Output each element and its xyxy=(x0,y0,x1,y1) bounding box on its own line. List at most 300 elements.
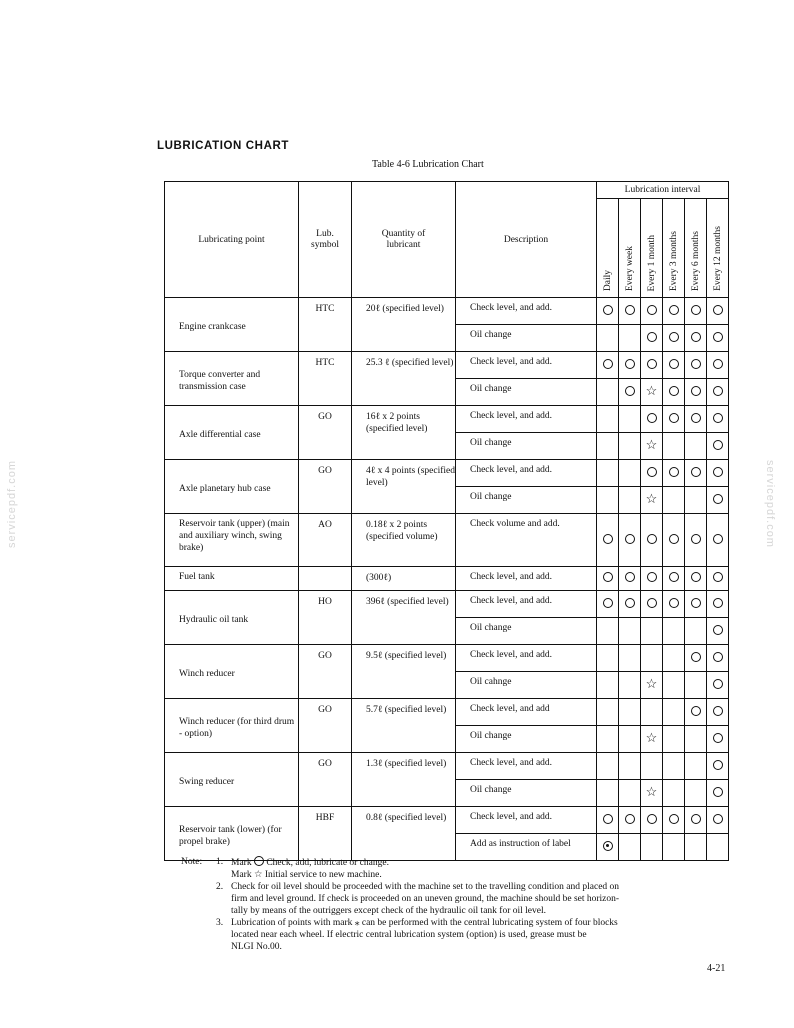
note-number xyxy=(216,893,231,905)
circle-icon xyxy=(625,386,635,396)
circle-mark xyxy=(685,807,707,834)
empty-mark xyxy=(619,645,641,672)
circle-mark xyxy=(707,567,729,591)
empty-mark xyxy=(597,618,619,645)
empty-mark xyxy=(641,645,663,672)
empty-mark xyxy=(597,780,619,807)
lub-symbol: HO xyxy=(299,591,352,645)
lub-description: Add as instruction of label xyxy=(456,834,597,861)
circle-icon xyxy=(603,814,613,824)
circle-mark xyxy=(707,645,729,672)
table-row xyxy=(165,352,729,379)
circle-icon xyxy=(669,572,679,582)
header-symbol xyxy=(299,182,352,298)
star-mark xyxy=(641,487,663,514)
circle-mark xyxy=(619,807,641,834)
note-label xyxy=(181,881,216,893)
circle-mark xyxy=(641,460,663,487)
empty-mark xyxy=(597,726,619,753)
note-number xyxy=(216,941,231,953)
note-line xyxy=(181,893,721,905)
interval-label: Every week xyxy=(624,245,635,291)
lub-symbol: HTC xyxy=(299,298,352,352)
circle-mark xyxy=(707,406,729,433)
empty-mark xyxy=(685,753,707,780)
lub-description: Check volume and add. xyxy=(456,514,597,567)
circle-icon xyxy=(647,534,657,544)
lub-description: Check level, and add. xyxy=(456,753,597,780)
table-row xyxy=(165,567,729,591)
circle-mark xyxy=(597,807,619,834)
circle-icon xyxy=(713,787,723,797)
circle-mark xyxy=(707,433,729,460)
circle-mark xyxy=(707,618,729,645)
lub-symbol: HTC xyxy=(299,352,352,406)
lub-quantity: 16ℓ x 2 points (specified level) xyxy=(352,406,456,460)
lub-quantity: 1.3ℓ (specified level) xyxy=(352,753,456,807)
note-text: firm and level ground. If check is proceeded on an uneven ground, the machine should be set horizon- xyxy=(231,894,620,904)
lub-description: Check level, and add. xyxy=(456,807,597,834)
lub-quantity: 20ℓ (specified level) xyxy=(352,298,456,352)
circle-icon xyxy=(691,386,701,396)
note-text xyxy=(231,856,721,869)
empty-mark xyxy=(597,325,619,352)
table-row xyxy=(165,460,729,487)
table-caption: Table 4-6 Lubrication Chart xyxy=(372,159,484,170)
circle-mark xyxy=(663,352,685,379)
star-icon: ☆ xyxy=(645,437,658,452)
circle-mark xyxy=(707,672,729,699)
circle-mark xyxy=(707,514,729,567)
empty-mark xyxy=(619,460,641,487)
lub-description: Oil change xyxy=(456,780,597,807)
empty-mark xyxy=(597,753,619,780)
circle-mark xyxy=(707,699,729,726)
empty-mark xyxy=(685,672,707,699)
circle-icon xyxy=(625,359,635,369)
circle-icon xyxy=(669,305,679,315)
circle-mark xyxy=(707,298,729,325)
circle-icon xyxy=(713,572,723,582)
empty-mark xyxy=(597,699,619,726)
empty-mark xyxy=(641,753,663,780)
lub-quantity: 0.18ℓ x 2 points (specified volume) xyxy=(352,514,456,567)
circle-mark xyxy=(707,591,729,618)
note-label xyxy=(181,869,216,881)
circle-icon xyxy=(647,814,657,824)
circle-mark xyxy=(685,645,707,672)
section-title: LUBRICATION CHART xyxy=(157,140,289,152)
empty-mark xyxy=(619,325,641,352)
note-label xyxy=(181,917,216,929)
empty-mark xyxy=(663,618,685,645)
table-row xyxy=(165,699,729,726)
circle-mark xyxy=(685,460,707,487)
circle-icon xyxy=(691,534,701,544)
lub-symbol xyxy=(299,567,352,591)
circle-icon xyxy=(647,413,657,423)
circle-mark xyxy=(641,406,663,433)
circle-icon xyxy=(647,359,657,369)
circle-icon xyxy=(713,359,723,369)
circle-mark xyxy=(641,298,663,325)
circle-icon xyxy=(691,572,701,582)
empty-mark xyxy=(663,699,685,726)
circle-mark xyxy=(707,726,729,753)
circle-mark xyxy=(619,298,641,325)
lub-description: Oil change xyxy=(456,325,597,352)
header-interval-3 xyxy=(663,199,685,298)
note-text: Lubrication of points with mark ⁎ can be performed with the central lubricating system of four blocks xyxy=(231,918,618,928)
empty-mark xyxy=(597,379,619,406)
lub-point: Engine crankcase xyxy=(165,298,299,352)
circle-icon xyxy=(647,598,657,608)
star-mark xyxy=(641,726,663,753)
empty-mark xyxy=(685,487,707,514)
note-text: Mark ☆ Initial service to new machine. xyxy=(231,870,382,880)
note-line xyxy=(181,905,721,917)
header-interval-4 xyxy=(685,199,707,298)
circle-icon xyxy=(647,467,657,477)
lub-description: Oil change xyxy=(456,618,597,645)
circle-icon xyxy=(691,305,701,315)
interval-label: Every 3 months xyxy=(668,230,679,291)
empty-mark xyxy=(663,753,685,780)
circle-icon xyxy=(254,856,264,866)
lub-symbol: GO xyxy=(299,699,352,753)
circle-icon xyxy=(669,467,679,477)
circle-dot-icon xyxy=(603,841,613,851)
circle-icon xyxy=(669,359,679,369)
lub-description: Check level, and add xyxy=(456,699,597,726)
header-interval: Lubrication interval xyxy=(597,182,729,199)
lub-quantity: 396ℓ (specified level) xyxy=(352,591,456,645)
circle-icon xyxy=(669,598,679,608)
circle-mark xyxy=(685,514,707,567)
circle-mark xyxy=(685,406,707,433)
circle-mark xyxy=(663,460,685,487)
circle-mark xyxy=(685,352,707,379)
empty-mark xyxy=(663,487,685,514)
circle-mark xyxy=(619,514,641,567)
page-number: 4-21 xyxy=(707,963,726,974)
circle-mark xyxy=(641,807,663,834)
circle-icon xyxy=(713,494,723,504)
note-line xyxy=(181,869,721,881)
note-text-part: Check, add, lubricate or change. xyxy=(263,858,389,868)
lub-description: Check level, and add. xyxy=(456,567,597,591)
circle-mark xyxy=(663,298,685,325)
circle-icon xyxy=(669,814,679,824)
empty-mark xyxy=(685,726,707,753)
circle-mark xyxy=(619,567,641,591)
circle-icon xyxy=(603,305,613,315)
note-number xyxy=(216,905,231,917)
lub-point: Axle differential case xyxy=(165,406,299,460)
circle-mark xyxy=(707,487,729,514)
empty-mark xyxy=(619,699,641,726)
circle-icon xyxy=(625,814,635,824)
empty-mark xyxy=(663,780,685,807)
lub-quantity: 5.7ℓ (specified level) xyxy=(352,699,456,753)
circle-mark xyxy=(707,352,729,379)
circle-icon xyxy=(713,305,723,315)
circle-mark xyxy=(663,567,685,591)
circle-mark xyxy=(685,325,707,352)
table-row xyxy=(165,645,729,672)
circle-icon xyxy=(713,598,723,608)
circle-icon xyxy=(647,332,657,342)
circle-mark xyxy=(663,807,685,834)
empty-mark xyxy=(619,406,641,433)
lub-description: Oil cahnge xyxy=(456,672,597,699)
header-interval-2 xyxy=(641,199,663,298)
circle-icon xyxy=(691,332,701,342)
circle-mark xyxy=(619,591,641,618)
circle-mark xyxy=(707,780,729,807)
circle-icon xyxy=(691,467,701,477)
circle-icon xyxy=(713,706,723,716)
circle-icon xyxy=(669,386,679,396)
circle-icon xyxy=(669,332,679,342)
lub-description: Check level, and add. xyxy=(456,460,597,487)
empty-mark xyxy=(597,672,619,699)
circle-icon xyxy=(691,598,701,608)
note-text: located near each wheel. If electric central lubrication system (option) is used, grease must be xyxy=(231,930,587,940)
circle-mark xyxy=(707,379,729,406)
table-row xyxy=(165,298,729,325)
empty-mark xyxy=(619,618,641,645)
table-row xyxy=(165,753,729,780)
lub-symbol: GO xyxy=(299,460,352,514)
circle-icon xyxy=(713,733,723,743)
circle-mark xyxy=(663,325,685,352)
lub-quantity: (300ℓ) xyxy=(352,567,456,591)
circle-mark xyxy=(707,460,729,487)
circle-icon xyxy=(647,572,657,582)
note-line xyxy=(181,929,721,941)
empty-mark xyxy=(685,433,707,460)
circle-mark xyxy=(597,591,619,618)
header-point: Lubricating point xyxy=(165,182,299,298)
circle-icon xyxy=(669,413,679,423)
watermark-right: servicepdf.com xyxy=(764,460,776,548)
circle-icon xyxy=(691,413,701,423)
empty-mark xyxy=(663,433,685,460)
note-number: 2. xyxy=(216,882,224,892)
circle-mark xyxy=(619,379,641,406)
lub-description: Oil change xyxy=(456,726,597,753)
lub-symbol: HBF xyxy=(299,807,352,861)
star-icon: ☆ xyxy=(645,491,658,506)
star-icon: ☆ xyxy=(645,730,658,745)
empty-mark xyxy=(619,726,641,753)
circle-mark xyxy=(707,753,729,780)
note-line xyxy=(181,881,721,893)
empty-mark xyxy=(619,780,641,807)
circle-icon xyxy=(713,332,723,342)
star-icon: ☆ xyxy=(645,383,658,398)
circle-icon xyxy=(713,760,723,770)
circle-mark xyxy=(685,379,707,406)
note-label xyxy=(181,905,216,917)
empty-mark xyxy=(685,780,707,807)
note-line xyxy=(181,941,721,953)
empty-mark xyxy=(619,433,641,460)
header-interval-5 xyxy=(707,199,729,298)
lub-point: Reservoir tank (upper) (main and auxiliary winch, swing brake) xyxy=(165,514,299,567)
empty-mark xyxy=(641,618,663,645)
interval-label: Every 12 months xyxy=(712,226,723,291)
circle-mark xyxy=(685,567,707,591)
circle-icon xyxy=(713,652,723,662)
star-icon: ☆ xyxy=(645,676,658,691)
table-row xyxy=(165,807,729,834)
lub-quantity: 25.3 ℓ (specified level) xyxy=(352,352,456,406)
lub-point: Winch reducer xyxy=(165,645,299,699)
lub-quantity: 0.8ℓ (specified level) xyxy=(352,807,456,861)
header-quantity-text: Quantity of lubricant xyxy=(381,228,426,250)
circle-mark xyxy=(707,807,729,834)
lub-point: Swing reducer xyxy=(165,753,299,807)
watermark-left: servicepdf.com xyxy=(6,460,18,548)
circle-icon xyxy=(713,467,723,477)
table-row xyxy=(165,406,729,433)
lub-symbol: GO xyxy=(299,645,352,699)
note-label xyxy=(181,893,216,905)
circle-icon xyxy=(625,598,635,608)
circle-icon xyxy=(691,359,701,369)
empty-mark xyxy=(619,487,641,514)
empty-mark xyxy=(641,699,663,726)
empty-mark xyxy=(663,726,685,753)
star-icon: ☆ xyxy=(645,784,658,799)
empty-mark xyxy=(685,618,707,645)
lub-description: Check level, and add. xyxy=(456,298,597,325)
empty-mark xyxy=(619,672,641,699)
star-mark xyxy=(641,379,663,406)
circle-mark xyxy=(641,591,663,618)
circle-mark xyxy=(641,567,663,591)
empty-mark xyxy=(663,672,685,699)
lub-point: Reservoir tank (lower) (for propel brake) xyxy=(165,807,299,861)
lub-point: Fuel tank xyxy=(165,567,299,591)
table-row xyxy=(165,514,729,567)
circle-icon xyxy=(713,413,723,423)
circle-mark xyxy=(685,298,707,325)
empty-mark xyxy=(663,645,685,672)
note-text-part: Mark xyxy=(231,858,254,868)
table-row xyxy=(165,591,729,618)
header-quantity xyxy=(352,182,456,298)
note-line xyxy=(181,917,721,929)
empty-mark xyxy=(597,433,619,460)
circle-mark xyxy=(663,379,685,406)
header-interval-0 xyxy=(597,199,619,298)
circle-icon xyxy=(691,706,701,716)
circle-icon xyxy=(713,814,723,824)
note-text: tally by means of the outriggers except check of the hydraulic oil tank for oil level. xyxy=(231,906,546,916)
circle-icon xyxy=(647,305,657,315)
lub-point: Winch reducer (for third drum - option) xyxy=(165,699,299,753)
empty-mark xyxy=(597,406,619,433)
interval-label: Every 1 month xyxy=(646,234,657,291)
star-mark xyxy=(641,433,663,460)
circle-icon xyxy=(691,652,701,662)
notes xyxy=(181,856,721,953)
circle-mark xyxy=(663,406,685,433)
circle-icon xyxy=(713,625,723,635)
empty-mark xyxy=(619,753,641,780)
circle-mark xyxy=(597,298,619,325)
lub-point: Hydraulic oil tank xyxy=(165,591,299,645)
note-label xyxy=(181,929,216,941)
note-label xyxy=(181,941,216,953)
circle-icon xyxy=(603,534,613,544)
lub-description: Check level, and add. xyxy=(456,352,597,379)
circle-mark xyxy=(597,352,619,379)
lub-description: Oil change xyxy=(456,379,597,406)
header-symbol-text: Lub. symbol xyxy=(311,228,339,250)
lub-description: Check level, and add. xyxy=(456,591,597,618)
lub-quantity: 9.5ℓ (specified level) xyxy=(352,645,456,699)
lub-point: Axle planetary hub case xyxy=(165,460,299,514)
lub-description: Oil change xyxy=(456,433,597,460)
circle-mark xyxy=(641,514,663,567)
circle-icon xyxy=(713,534,723,544)
circle-icon xyxy=(603,359,613,369)
lub-symbol: GO xyxy=(299,753,352,807)
empty-mark xyxy=(597,487,619,514)
header-description: Description xyxy=(456,182,597,298)
circle-mark xyxy=(597,567,619,591)
note-label: Note: xyxy=(181,857,203,867)
note-text: Check for oil level should be proceeded with the machine set to the travelling condition and placed on xyxy=(231,882,620,892)
circle-icon xyxy=(691,814,701,824)
circle-mark xyxy=(685,699,707,726)
empty-mark xyxy=(597,645,619,672)
lub-point: Torque converter and transmission case xyxy=(165,352,299,406)
note-number: 1. xyxy=(216,857,224,867)
circle-mark xyxy=(663,591,685,618)
header-interval-1 xyxy=(619,199,641,298)
note-number: 3. xyxy=(216,918,224,928)
circle-mark xyxy=(685,591,707,618)
lub-quantity: 4ℓ x 4 points (specified level) xyxy=(352,460,456,514)
circle-mark xyxy=(619,352,641,379)
note-line xyxy=(181,856,721,869)
empty-mark xyxy=(597,460,619,487)
circle-icon xyxy=(713,440,723,450)
circle-mark xyxy=(641,325,663,352)
lub-description: Check level, and add. xyxy=(456,645,597,672)
interval-label: Every 6 months xyxy=(690,230,701,291)
lub-description: Oil change xyxy=(456,487,597,514)
star-mark xyxy=(641,672,663,699)
interval-label: Daily xyxy=(602,269,613,291)
circle-icon xyxy=(603,572,613,582)
circle-mark xyxy=(663,514,685,567)
circle-icon xyxy=(713,679,723,689)
lub-description: Check level, and add. xyxy=(456,406,597,433)
circle-icon xyxy=(625,534,635,544)
circle-icon xyxy=(713,386,723,396)
lub-symbol: GO xyxy=(299,406,352,460)
circle-icon xyxy=(603,598,613,608)
circle-mark xyxy=(597,514,619,567)
circle-icon xyxy=(669,534,679,544)
lubrication-table xyxy=(164,181,729,861)
